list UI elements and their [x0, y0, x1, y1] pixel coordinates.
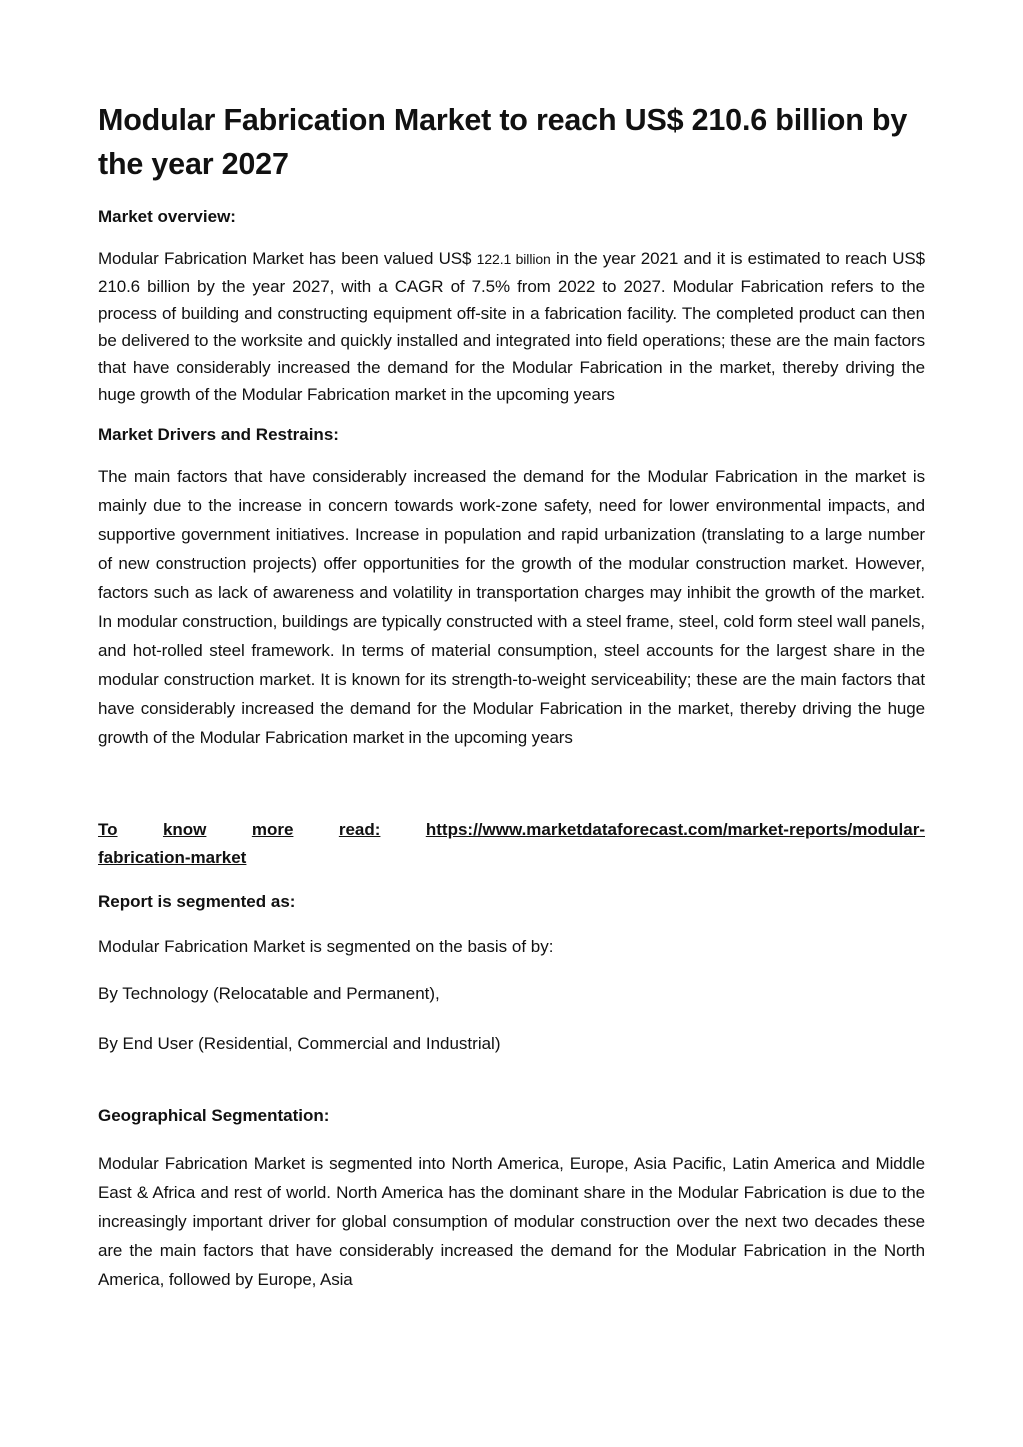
overview-heading: Market overview:	[98, 207, 236, 226]
overview-text-rest: in the year 2021 and it is estimated to reach US$ 210.6 billion by the year 2027, with a CAGR of 7.5% from 2022 to 2027. Modular Fabrication refers to the process of building and constructing equipment off-site in a fabrication facility. The completed product can then be delivered to the worksite and quickly installed and integrated into field operations; these are the main factors that have considerably increased the demand for the Modular Fabrication in the market, thereby driving the huge growth of the Modular Fabrication market in the upcoming years	[98, 249, 925, 404]
overview-value: 122.1 billion	[476, 251, 551, 267]
drivers-heading: Market Drivers and Restrains:	[98, 425, 339, 444]
read-more-block	[98, 816, 925, 872]
read-more-line	[98, 816, 925, 844]
page-title: Modular Fabrication Market to reach US$ 210.6 billion by the year 2027	[98, 103, 908, 181]
geo-heading: Geographical Segmentation:	[98, 1106, 330, 1125]
read-more-word: read:	[338, 820, 381, 839]
geo-paragraph: Modular Fabrication Market is segmented into North America, Europe, Asia Pacific, Latin America and Middle East & Africa and rest of world. North America has the dominant share in the Modular Fabrication is due to the increasingly important driver for global consumption of modular construction over the next two decades these are the main factors that have considerably increased the demand for the Modular Fabrication in the North America, followed by Europe, Asia	[98, 1154, 925, 1289]
segmentation-heading: Report is segmented as:	[98, 892, 296, 911]
overview-text-start: Modular Fabrication Market has been valued US$	[98, 249, 477, 268]
read-more-word: To	[98, 820, 118, 839]
overview-paragraph	[98, 245, 925, 408]
read-more-word: know	[162, 820, 207, 839]
segment-technology: By Technology (Relocatable and Permanent),	[98, 984, 440, 1003]
report-link[interactable]: https://www.marketdataforecast.com/market-reports/modular-	[425, 820, 925, 839]
document-body	[98, 98, 925, 1294]
drivers-paragraph: The main factors that have considerably increased the demand for the Modular Fabrication in the market is mainly due to the increase in concern towards work-zone safety, need for lower environmental impacts, and supportive government initiatives. Increase in population and rapid urbanization (translating to a large number of new construction projects) offer opportunities for the growth of the modular construction market. However, factors such as lack of awareness and volatility in transportation charges may inhibit the growth of the market. In modular construction, buildings are typically constructed with a steel frame, steel, cold form steel wall panels, and hot-rolled steel framework. In terms of material consumption, steel accounts for the largest share in the modular construction market. It is known for its strength-to-weight serviceability; these are the main factors that have considerably increased the demand for the Modular Fabrication in the market, thereby driving the huge growth of the Modular Fabrication market in the upcoming years	[98, 467, 925, 747]
read-more-word: more	[251, 820, 294, 839]
report-link-continued[interactable]: fabrication-market	[98, 848, 247, 867]
segment-end-user: By End User (Residential, Commercial and Industrial)	[98, 1034, 501, 1053]
read-more-line-2	[98, 844, 925, 872]
segmentation-intro: Modular Fabrication Market is segmented on the basis of by:	[98, 937, 554, 956]
